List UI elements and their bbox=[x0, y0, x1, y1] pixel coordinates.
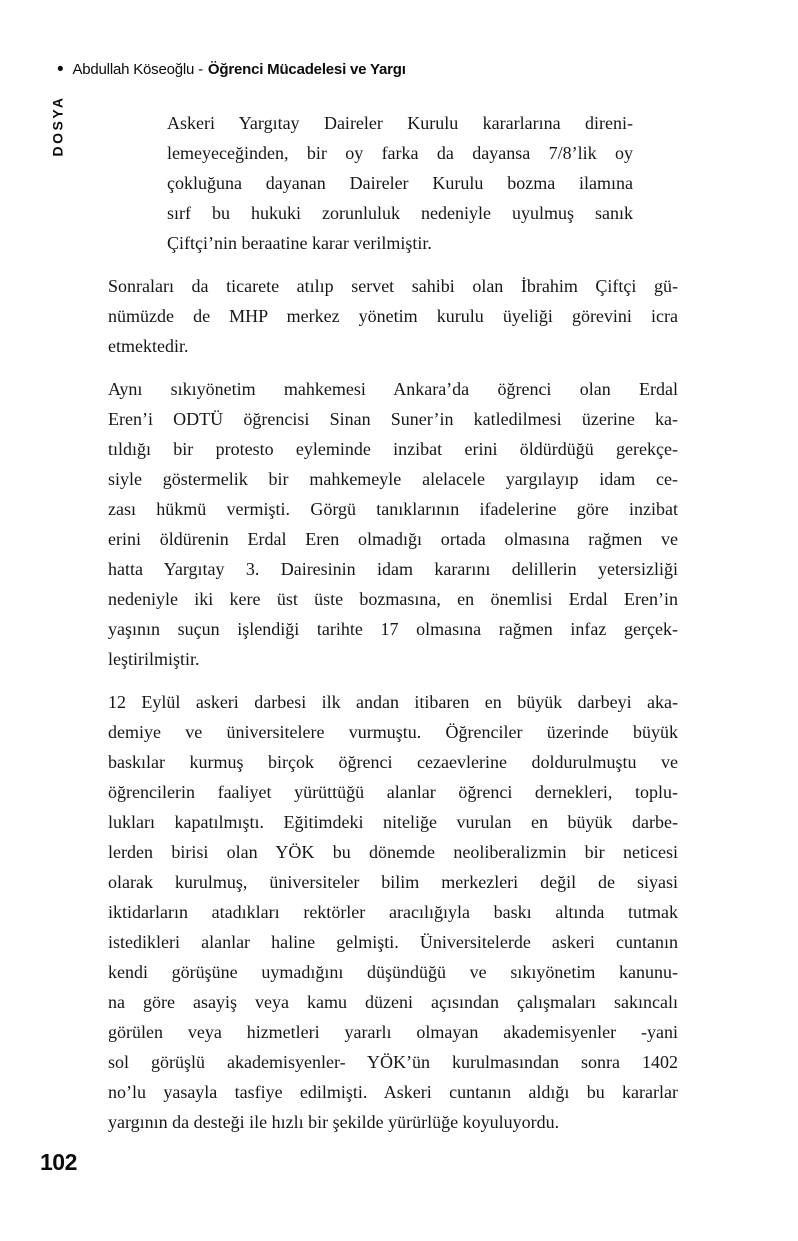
text-line: hatta Yargıtay 3. Dairesinin idam kararını delillerin yetersizliği bbox=[108, 559, 678, 579]
bullet-icon: • bbox=[57, 59, 64, 80]
text-line: etmektedir. bbox=[108, 336, 189, 356]
text-line: Aynı sıkıyönetim mahkemesi Ankara’da öğrenci olan Erdal bbox=[108, 379, 678, 399]
paragraph bbox=[108, 271, 678, 361]
quote-block bbox=[167, 108, 633, 258]
text-line: Askeri Yargıtay Daireler Kurulu kararlarına direni- bbox=[167, 113, 633, 133]
text-line: iktidarların atadıkları rektörler aracılığıyla baskı altında tutmak bbox=[108, 902, 678, 922]
text-line: kendi görüşüne uymadığını düşündüğü ve sıkıyönetim kanunu- bbox=[108, 962, 678, 982]
text-line: yaşının suçun işlendiği tarihte 17 olmasına rağmen infaz gerçek- bbox=[108, 619, 678, 639]
text-line: no’lu yasayla tasfiye edilmişti. Askeri cuntanın aldığı bu kararlar bbox=[108, 1082, 678, 1102]
text-line: Eren’i ODTÜ öğrencisi Sinan Suner’in katledilmesi üzerine ka- bbox=[108, 409, 678, 429]
text-line: erini öldürenin Erdal Eren olmadığı ortada olmasına rağmen ve bbox=[108, 529, 678, 549]
text-line: lukları kapatılmıştı. Eğitimdeki niteliğe vurulan en büyük darbe- bbox=[108, 812, 678, 832]
section-label-vertical bbox=[43, 90, 71, 162]
text-line: Çiftçi’nin beraatine karar verilmiştir. bbox=[167, 233, 432, 253]
paragraph bbox=[108, 374, 678, 674]
page-header bbox=[57, 61, 406, 78]
text-line: nümüzde de MHP merkez yönetim kurulu üyeliği görevini icra bbox=[108, 306, 678, 326]
page-number: 102 bbox=[40, 1149, 77, 1175]
text-line: demiye ve üniversitelere vurmuştu. Öğrenciler üzerinde büyük bbox=[108, 722, 678, 742]
text-line: Sonraları da ticarete atılıp servet sahibi olan İbrahim Çiftçi gü- bbox=[108, 276, 678, 296]
text-line: olarak kurulmuş, üniversiteler bilim merkezleri değil de siyasi bbox=[108, 872, 678, 892]
text-line: siyle göstermelik bir mahkemeyle alelacele yargılayıp idam ce- bbox=[108, 469, 678, 489]
text-line: leştirilmiştir. bbox=[108, 649, 200, 669]
text-line: öğrencilerin faaliyet yürüttüğü alanlar öğrenci dernekleri, toplu- bbox=[108, 782, 678, 802]
header-book-title: Öğrenci Mücadelesi ve Yargı bbox=[207, 61, 406, 78]
paragraph bbox=[108, 687, 678, 1137]
page-content bbox=[108, 108, 678, 1150]
text-line: baskılar kurmuş birçok öğrenci cezaevlerine doldurulmuştu ve bbox=[108, 752, 678, 772]
text-line: zası hükmü vermişti. Görgü tanıklarının ifadelerine göre inzibat bbox=[108, 499, 678, 519]
text-line: istedikleri alanlar haline gelmişti. Üniversitelerde askeri cuntanın bbox=[108, 932, 678, 952]
text-line: çokluğuna dayanan Daireler Kurulu bozma ilamına bbox=[167, 173, 633, 193]
text-line: 12 Eylül askeri darbesi ilk andan itibaren en büyük darbeyi aka- bbox=[108, 692, 678, 712]
text-line: lemeyeceğinden, bir oy farka da dayansa 7/8’lik oy bbox=[167, 143, 633, 163]
text-line: yargının da desteği ile hızlı bir şekilde yürürlüğe koyuluyordu. bbox=[108, 1112, 560, 1132]
header-author: Abdullah Köseoğlu - bbox=[72, 61, 203, 78]
text-line: sırf bu hukuki zorunluluk nedeniyle uyulmuş sanık bbox=[167, 203, 633, 223]
text-line: nedeniyle iki kere üst üste bozmasına, en önemlisi Erdal Eren’in bbox=[108, 589, 678, 609]
text-line: lerden birisi olan YÖK bu dönemde neoliberalizmin bir neticesi bbox=[108, 842, 678, 862]
text-line: sol görüşlü akademisyenler- YÖK’ün kurulmasından sonra 1402 bbox=[108, 1052, 678, 1072]
text-line: tıldığı bir protesto eyleminde inzibat erini öldürdüğü gerekçe- bbox=[108, 439, 678, 459]
text-line: na göre asayiş veya kamu düzeni açısından çalışmaları sakıncalı bbox=[108, 992, 678, 1012]
section-label-text: DOSYA bbox=[49, 95, 66, 157]
text-line: görülen veya hizmetleri yararlı olmayan akademisyenler -yani bbox=[108, 1022, 678, 1042]
